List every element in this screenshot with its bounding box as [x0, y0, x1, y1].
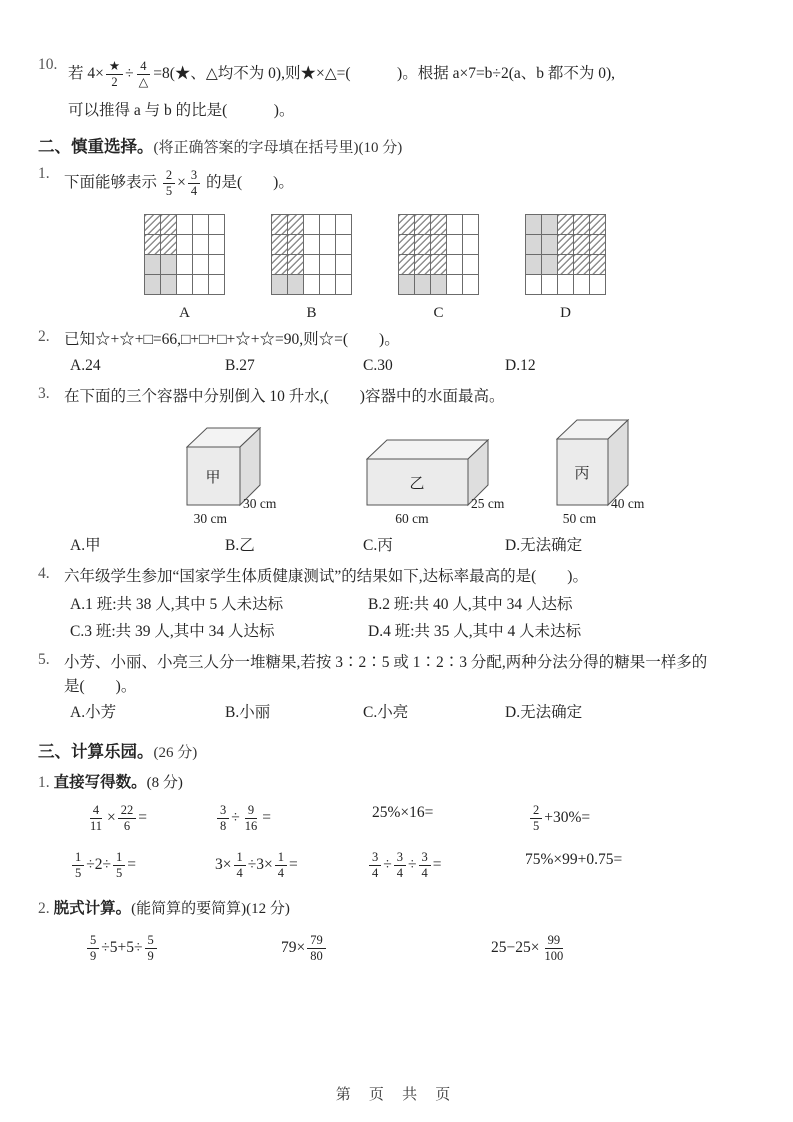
fraction: $\frac{1}{5}$ — [72, 850, 84, 881]
grid-cell — [574, 255, 590, 275]
container-diagram — [366, 439, 538, 527]
fraction: $\frac{1}{4}$ — [234, 850, 246, 881]
fraction: $\frac{4}{11}$ — [90, 802, 103, 833]
fraction: $\frac{4}{\triangle}$ — [138, 59, 149, 89]
grid-cell — [526, 215, 542, 235]
question-3-options — [38, 534, 757, 559]
answer-grid-D — [525, 214, 606, 322]
fraction: $\frac{2}{5}$ — [163, 168, 175, 199]
expression: 25%×16= — [372, 803, 434, 821]
grid-cell — [399, 215, 415, 235]
containers-row — [38, 419, 757, 532]
fraction: $\frac{1}{5}$ — [113, 850, 125, 881]
question-2-options — [38, 354, 757, 379]
grid-cell — [399, 255, 415, 275]
grid-cell — [574, 235, 590, 255]
section-2-subtitle: (将正确答案的字母填在括号里)(10 分) — [153, 140, 403, 157]
grid-cell — [447, 275, 463, 295]
grid-diagram — [144, 214, 225, 295]
option: A.小芳 — [70, 703, 117, 721]
question-5 — [38, 651, 757, 699]
option: D.无法确定 — [505, 536, 583, 554]
question-5-number: 5. — [38, 650, 50, 668]
grid-cell — [209, 215, 225, 235]
option: A.24 — [70, 357, 101, 375]
grid-cell — [431, 235, 447, 255]
expression: $\frac{3}{8}$ ÷ $\frac{9}{16}$ = — [215, 802, 372, 835]
section-2-title: 二、慎重选择。 — [38, 138, 154, 157]
grid-cell — [177, 215, 193, 235]
question-1 — [38, 165, 757, 202]
option: D.4 班:共 35 人,其中 4 人未达标 — [368, 622, 582, 640]
expression: 25−25× $\frac{99}{100}$ — [491, 932, 568, 965]
fraction-grids — [38, 214, 757, 322]
calc-2-subtitle: (能简算的要简算)(12 分) — [131, 900, 290, 917]
grid-cell — [542, 215, 558, 235]
fraction: $\frac{1}{4}$ — [275, 850, 287, 881]
grid-cell — [463, 215, 479, 235]
answer-grid-C — [398, 214, 479, 322]
section-3-subtitle: (26 分) — [153, 744, 198, 761]
question-10-line1: 若 4× $\frac{★}{2}$ ÷ $\frac{4}{\triangle}$ =8(★、△均不为 0),则★×△=( )。根据 a×7=b÷2(a、b 都不为 0), — [68, 59, 616, 89]
grid-cell — [463, 235, 479, 255]
grid-cell — [415, 275, 431, 295]
grid-cell — [272, 255, 288, 275]
option: A.甲 — [70, 536, 101, 554]
grid-cell — [209, 235, 225, 255]
expression: 75%×99+0.75= — [525, 850, 623, 868]
question-5-options — [38, 701, 757, 726]
fraction: $\frac{99}{100}$ — [544, 932, 564, 963]
grid-cell — [304, 275, 320, 295]
grid-cell — [161, 255, 177, 275]
grid-cell — [320, 255, 336, 275]
container-diagram — [186, 427, 310, 527]
page-footer: 第 页 共 页 — [335, 1086, 458, 1103]
expression: 3× $\frac{1}{4}$ ÷3× $\frac{1}{4}$ = — [215, 849, 298, 880]
option: C.3 班:共 39 人,其中 34 人达标 — [70, 622, 275, 640]
grid-cell — [145, 215, 161, 235]
container-side-dim: 40 cm — [611, 495, 645, 511]
answer-grid-B — [271, 214, 352, 322]
container-bottom-dim: 50 cm — [562, 510, 597, 526]
grid-cell — [399, 235, 415, 255]
container-bottom-dim: 30 cm — [193, 510, 227, 526]
grid-cell — [209, 275, 225, 295]
grid-cell — [336, 255, 352, 275]
grid-cell — [431, 275, 447, 295]
grid-cell — [272, 275, 288, 295]
question-4-text: 六年级学生参加“国家学生体质健康测试”的结果如下,达标率最高的是( )。 — [64, 567, 588, 585]
container-乙 — [366, 439, 538, 532]
section-3-title: 三、计算乐园。 — [38, 742, 154, 761]
grid-cell — [288, 255, 304, 275]
fraction: $\frac{5}{9}$ — [87, 933, 99, 964]
grid-cell — [431, 255, 447, 275]
question-1-number: 1. — [38, 165, 50, 183]
expression: $\frac{5}{9}$ ÷5+5÷ $\frac{5}{9}$ — [85, 932, 281, 965]
grid-cell — [161, 235, 177, 255]
grid-label: A — [179, 305, 190, 322]
grid-cell — [288, 215, 304, 235]
fraction: $\frac{★}{2}$ — [106, 59, 123, 90]
question-5-line2: 是( )。 — [64, 677, 137, 695]
grid-cell — [193, 275, 209, 295]
grid-cell — [463, 275, 479, 295]
grid-cell — [161, 215, 177, 235]
grid-cell — [590, 255, 606, 275]
grid-cell — [320, 275, 336, 295]
grid-cell — [415, 215, 431, 235]
fraction: $\frac{3}{8}$ — [217, 803, 229, 834]
container-label: 乙 — [409, 475, 425, 492]
question-3 — [38, 385, 757, 409]
grid-label: B — [306, 305, 317, 322]
container-丙 — [556, 419, 678, 532]
option: B.乙 — [225, 536, 255, 554]
grid-cell — [558, 235, 574, 255]
grid-cell — [193, 235, 209, 255]
fraction: $\frac{3}{4}$ — [419, 850, 431, 881]
calc-2-row — [38, 932, 757, 965]
grid-cell — [558, 275, 574, 295]
option: C.丙 — [363, 536, 393, 554]
grid-cell — [177, 255, 193, 275]
grid-cell — [574, 215, 590, 235]
option: B.小丽 — [225, 703, 271, 721]
grid-cell — [145, 235, 161, 255]
expression: $\frac{4}{11}$ × $\frac{22}{6}$ = — [85, 802, 215, 835]
grid-cell — [272, 215, 288, 235]
grid-diagram — [271, 214, 352, 295]
container-bottom-dim: 60 cm — [395, 510, 429, 526]
grid-cell — [177, 275, 193, 295]
container-label: 甲 — [205, 469, 221, 486]
grid-label: D — [560, 305, 571, 322]
calc-1-number: 1. — [38, 773, 50, 791]
expression: $\frac{2}{5}$ +30%= — [528, 802, 590, 835]
calc-2-heading — [38, 896, 757, 918]
grid-cell — [574, 275, 590, 295]
grid-cell — [304, 235, 320, 255]
container-label: 丙 — [574, 465, 590, 482]
question-2-number: 2. — [38, 328, 50, 346]
question-2 — [38, 328, 757, 352]
question-1-text: 下面能够表示 $\frac{2}{5}$ × $\frac{3}{4}$ 的是( )。 — [64, 168, 294, 199]
section-3-heading — [38, 738, 757, 762]
option: B.27 — [225, 357, 255, 375]
option: C.小亮 — [363, 703, 409, 721]
grid-cell — [177, 235, 193, 255]
calc-1-heading — [38, 770, 757, 792]
grid-cell — [542, 235, 558, 255]
calc-2-title: 脱式计算。 — [53, 899, 132, 917]
grid-diagram — [398, 214, 479, 295]
grid-cell — [272, 235, 288, 255]
option: A.1 班:共 38 人,其中 5 人未达标 — [70, 595, 284, 613]
fraction: $\frac{3}{4}$ — [188, 168, 200, 199]
grid-cell — [161, 275, 177, 295]
grid-cell — [336, 235, 352, 255]
grid-cell — [320, 235, 336, 255]
grid-cell — [304, 215, 320, 235]
grid-cell — [590, 215, 606, 235]
question-4-options — [38, 591, 757, 645]
question-3-number: 3. — [38, 384, 50, 402]
expression: $\frac{3}{4}$ ÷ $\frac{3}{4}$ ÷ $\frac{3}{4}$ = — [367, 849, 525, 882]
calc-1-row-1 — [38, 802, 757, 835]
option: B.2 班:共 40 人,其中 34 人达标 — [368, 595, 573, 613]
option: D.12 — [505, 357, 536, 375]
calc-1-row-2 — [38, 849, 757, 882]
fraction: $\frac{3}{4}$ — [369, 850, 381, 881]
grid-cell — [542, 255, 558, 275]
calc-1-subtitle: (8 分) — [146, 774, 183, 791]
grid-cell — [193, 215, 209, 235]
grid-cell — [447, 215, 463, 235]
grid-cell — [336, 215, 352, 235]
container-side-dim: 30 cm — [243, 495, 277, 511]
grid-cell — [288, 275, 304, 295]
answer-grid-A — [144, 214, 225, 322]
grid-cell — [526, 255, 542, 275]
fraction: $\frac{9}{16}$ — [244, 802, 258, 833]
container-甲 — [186, 427, 310, 532]
grid-cell — [145, 275, 161, 295]
fraction: $\frac{5}{9}$ — [145, 933, 157, 964]
question-4-number: 4. — [38, 564, 50, 582]
grid-diagram — [525, 214, 606, 295]
grid-cell — [304, 255, 320, 275]
grid-cell — [288, 235, 304, 255]
grid-cell — [336, 275, 352, 295]
container-side-dim: 25 cm — [471, 495, 505, 511]
question-4 — [38, 565, 757, 589]
question-2-text: 已知☆+☆+□=66,□+□+□+☆+☆=90,则☆=( )。 — [64, 331, 400, 349]
grid-cell — [590, 235, 606, 255]
grid-cell — [526, 235, 542, 255]
container-diagram — [556, 419, 678, 527]
question-10-line2: 可以推得 a 与 b 的比是( )。 — [68, 102, 295, 119]
grid-cell — [463, 255, 479, 275]
grid-cell — [447, 235, 463, 255]
grid-cell — [431, 215, 447, 235]
option: D.无法确定 — [505, 703, 583, 721]
grid-label: C — [433, 305, 444, 322]
grid-cell — [145, 255, 161, 275]
grid-cell — [526, 275, 542, 295]
question-10 — [38, 56, 757, 123]
grid-cell — [415, 235, 431, 255]
calc-2-number: 2. — [38, 899, 50, 917]
fraction: $\frac{3}{4}$ — [394, 850, 406, 881]
grid-cell — [447, 255, 463, 275]
option: C.30 — [363, 357, 393, 375]
grid-cell — [590, 275, 606, 295]
grid-cell — [558, 215, 574, 235]
grid-cell — [415, 255, 431, 275]
expression: 79× $\frac{79}{80}$ — [281, 932, 491, 965]
fraction: $\frac{79}{80}$ — [307, 933, 326, 964]
section-2-heading — [38, 133, 757, 157]
calc-1-title: 直接写得数。 — [53, 773, 147, 791]
grid-cell — [558, 255, 574, 275]
question-3-text: 在下面的三个容器中分别倒入 10 升水,( )容器中的水面最高。 — [64, 387, 505, 405]
grid-cell — [193, 255, 209, 275]
grid-cell — [399, 275, 415, 295]
fraction: $\frac{22}{6}$ — [118, 803, 137, 834]
grid-cell — [542, 275, 558, 295]
grid-cell — [320, 215, 336, 235]
question-10-number: 10. — [38, 56, 58, 73]
question-5-line1: 小芳、小丽、小亮三人分一堆糖果,若按 3∶2∶5 或 1∶2∶3 分配,两种分法分得的糖果一样多的 — [64, 653, 708, 671]
grid-cell — [209, 255, 225, 275]
fraction: $\frac{2}{5}$ — [530, 803, 542, 834]
expression: $\frac{1}{5}$ ÷2÷ $\frac{1}{5}$ = — [70, 849, 215, 882]
